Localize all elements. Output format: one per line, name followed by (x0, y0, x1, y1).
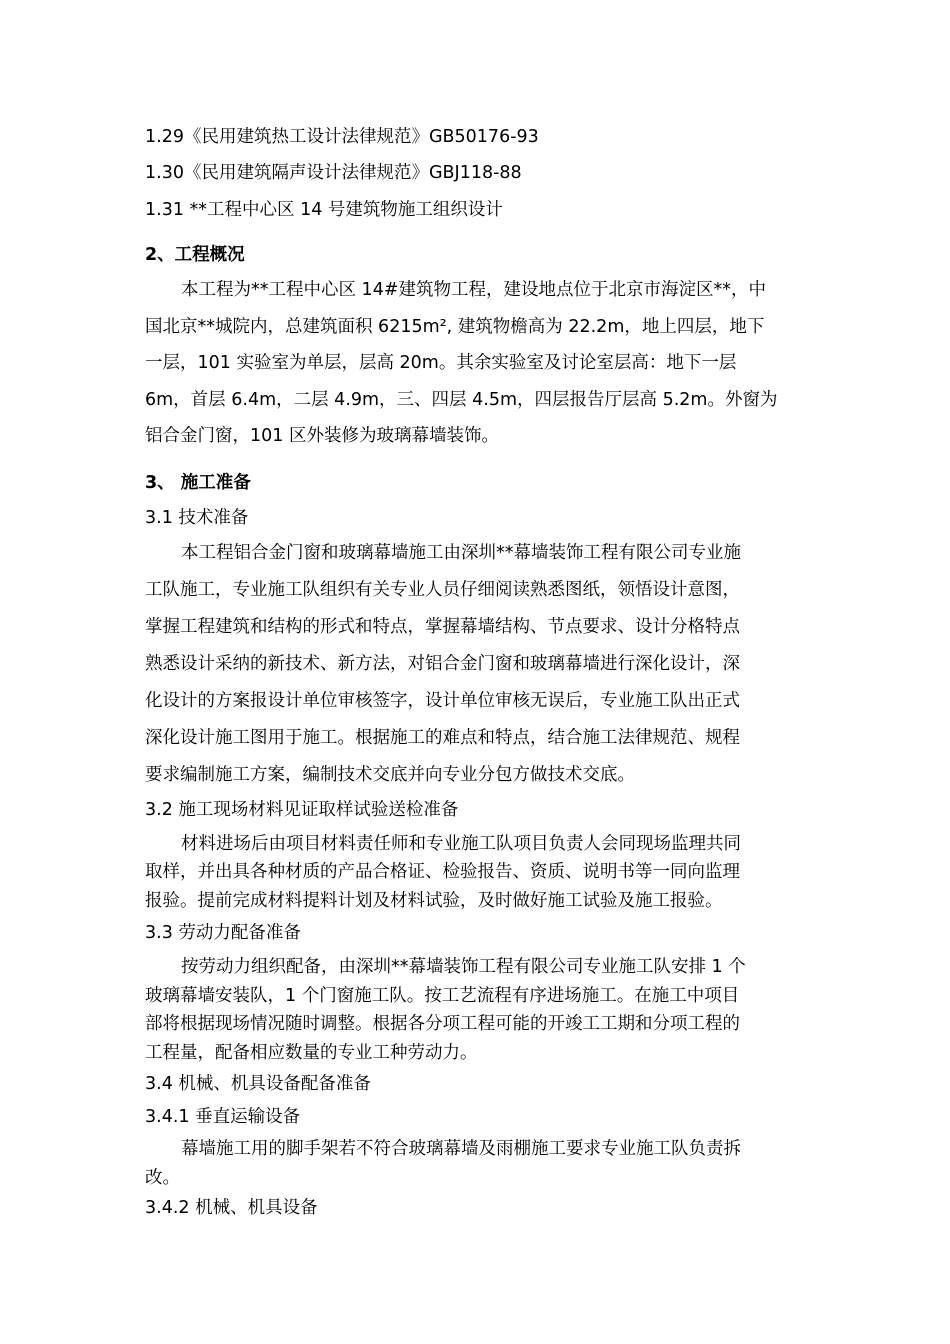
reference-1-30: 1.30《民用建筑隔声设计法律规范》GBJ118-88 (145, 163, 522, 183)
paragraph-line: 幕墙施工用的脚手架若不符合玻璃幕墙及雨棚施工要求专业施工队负责拆 (181, 1139, 741, 1159)
subsection-3-4-title: 3.4 机械、机具设备配备准备 (145, 1074, 371, 1094)
paragraph-line: 材料进场后由项目材料责任师和专业施工队项目负责人会同现场监理共同 (181, 834, 741, 854)
paragraph-line: 取样，并出具各种材质的产品合格证、检验报告、资质、说明书等一同向监理 (145, 862, 740, 882)
paragraph-line: 熟悉设计采纳的新技术、新方法，对铝合金门窗和玻璃幕墙进行深化设计，深 (145, 654, 740, 674)
subsection-3-3-title: 3.3 劳动力配备准备 (145, 923, 301, 943)
paragraph-line: 本工程铝合金门窗和玻璃幕墙施工由深圳**幕墙装饰工程有限公司专业施 (181, 543, 741, 563)
paragraph-line: 国北京**城院内，总建筑面积 6215m², 建筑物檐高为 22.2m，地上四层，地下 (145, 317, 765, 337)
subsection-3-1-title: 3.1 技术准备 (145, 508, 249, 528)
reference-1-29: 1.29《民用建筑热工设计法律规范》GB50176-93 (145, 127, 539, 147)
paragraph-line: 要求编制施工方案，编制技术交底并向专业分包方做技术交底。 (145, 765, 635, 785)
reference-1-31: 1.31 **工程中心区 14 号建筑物施工组织设计 (145, 200, 503, 220)
paragraph-line: 一层，101 实验室为单层，层高 20m。其余实验室及讨论室层高：地下一层 (145, 353, 737, 373)
paragraph-line: 本工程为**工程中心区 14#建筑物工程，建设地点位于北京市海淀区**，中 (181, 280, 766, 300)
paragraph-line: 工队施工，专业施工队组织有关专业人员仔细阅读熟悉图纸，领悟设计意图， (145, 580, 740, 600)
section-3-heading: 3、 施工准备 (145, 473, 251, 493)
paragraph-line: 化设计的方案报设计单位审核签字，设计单位审核无误后，专业施工队出正式 (145, 691, 740, 711)
paragraph-line: 工程量，配备相应数量的专业工种劳动力。 (145, 1043, 478, 1063)
paragraph-line: 部将根据现场情况随时调整。根据各分项工程可能的开竣工工期和分项工程的 (145, 1014, 740, 1034)
paragraph-line: 铝合金门窗，101 区外装修为玻璃幕墙装饰。 (145, 426, 499, 446)
subsection-3-4-1-title: 3.4.1 垂直运输设备 (145, 1107, 301, 1127)
paragraph-line: 按劳动力组织配备，由深圳**幕墙装饰工程有限公司专业施工队安排 1 个 (181, 957, 746, 977)
subsection-3-4-2-title: 3.4.2 机械、机具设备 (145, 1198, 318, 1218)
paragraph-line: 报验。提前完成材料提料计划及材料试验，及时做好施工试验及施工报验。 (145, 891, 723, 911)
paragraph-line: 掌握工程建筑和结构的形式和特点，掌握幕墙结构、节点要求、设计分格特点 (145, 617, 740, 637)
paragraph-line: 6m，首层 6.4m，二层 4.9m，三、四层 4.5m，四层报告厅层高 5.2m。外窗为 (145, 390, 778, 410)
paragraph-line: 玻璃幕墙安装队，1 个门窗施工队。按工艺流程有序进场施工。在施工中项目 (145, 986, 740, 1006)
subsection-3-2-title: 3.2 施工现场材料见证取样试验送检准备 (145, 800, 459, 820)
paragraph-line: 改。 (145, 1168, 180, 1188)
section-2-heading: 2、工程概况 (145, 245, 245, 265)
paragraph-line: 深化设计施工图用于施工。根据施工的难点和特点，结合施工法律规范、规程 (145, 728, 740, 748)
